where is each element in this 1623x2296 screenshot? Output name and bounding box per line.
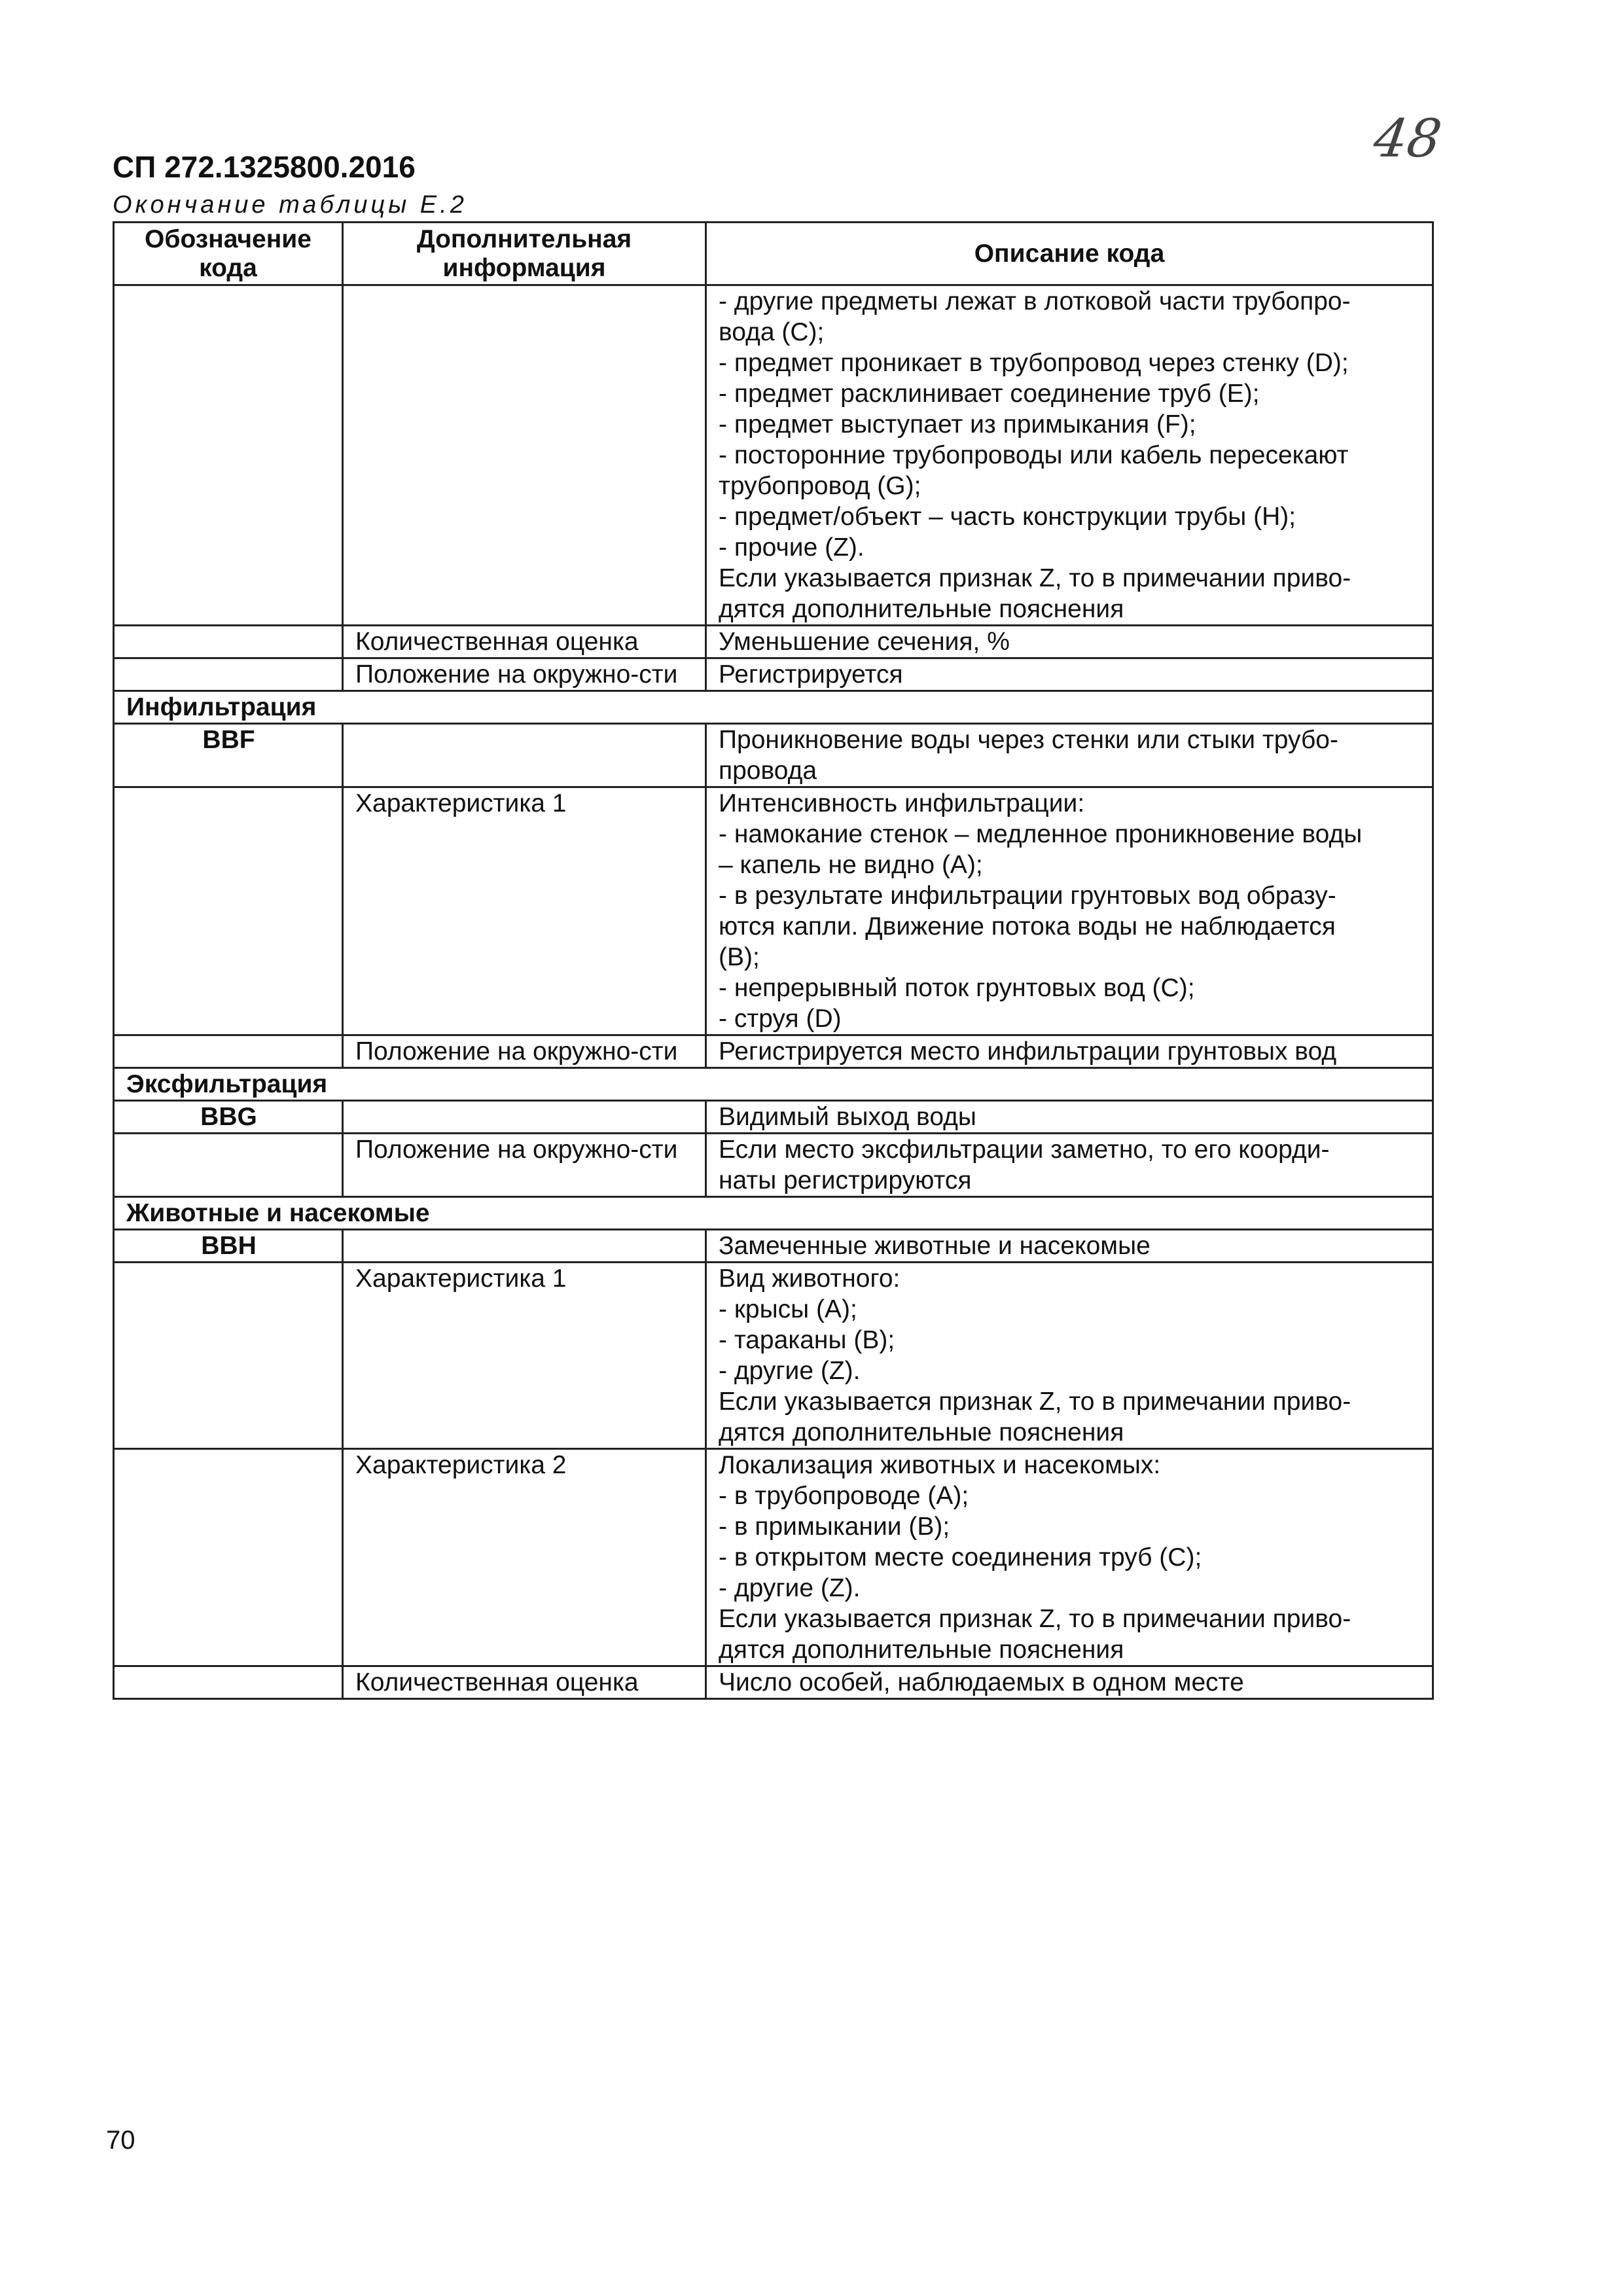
additional-info-cell: Положение на окружно-сти — [343, 658, 706, 691]
table-row — [114, 1035, 1433, 1068]
description-cell — [706, 285, 1433, 626]
description-line: - другие (Z). — [719, 1357, 861, 1385]
description-line: Если место эксфильтрации заметно, то его коорди- — [719, 1136, 1330, 1164]
additional-info-cell: Количественная оценка — [343, 626, 706, 658]
description-line: наты регистрируются — [719, 1166, 972, 1194]
description-line: ются капли. Движение потока воды не наблюдается — [719, 912, 1336, 941]
description-line: Локализация животных и насекомых: — [719, 1451, 1161, 1479]
group-title: Эксфильтрация — [114, 1068, 1433, 1101]
description-line: Уменьшение сечения, % — [719, 628, 1010, 656]
description-line: - струя (D) — [719, 1005, 842, 1033]
description-line: Число особей, наблюдаемых в одном месте — [719, 1668, 1244, 1696]
additional-info-cell — [343, 285, 706, 626]
description-cell — [706, 1230, 1433, 1263]
description-cell — [706, 1134, 1433, 1197]
description-line: дятся дополнительные пояснения — [719, 1636, 1124, 1664]
table-header-row — [114, 223, 1433, 285]
description-line: (B); — [719, 943, 760, 971]
table-row — [114, 1101, 1433, 1134]
group-header-row — [114, 1197, 1433, 1230]
page-number: 70 — [106, 2126, 135, 2155]
table-row — [114, 1666, 1433, 1699]
code-cell — [114, 285, 343, 626]
additional-info-cell: Положение на окружно-сти — [343, 1134, 706, 1197]
group-header-row — [114, 1068, 1433, 1101]
group-title: Инфильтрация — [114, 691, 1433, 724]
description-line: Регистрируется — [719, 660, 903, 689]
description-cell — [706, 1666, 1433, 1699]
group-header-row — [114, 691, 1433, 724]
description-cell — [706, 1449, 1433, 1666]
code-cell — [114, 1449, 343, 1666]
description-line: Если указывается признак Z, то в примечании приво- — [719, 564, 1351, 592]
description-cell — [706, 787, 1433, 1035]
description-line: - другие предметы лежат в лотковой части трубопро- — [719, 287, 1351, 315]
description-line: - в результате инфильтрации грунтовых вод образу- — [719, 882, 1336, 910]
description-line: - предмет/объект – часть конструкции трубы (H); — [719, 503, 1296, 531]
description-line: Регистрируется место инфильтрации грунтовых вод — [719, 1037, 1337, 1066]
table-row — [114, 724, 1433, 787]
column-header-additional-info: Дополнительная информация — [343, 223, 706, 285]
description-line: - намокание стенок – медленное проникновение воды — [719, 820, 1363, 848]
description-line: дятся дополнительные пояснения — [719, 1418, 1124, 1446]
additional-info-cell — [343, 1230, 706, 1263]
description-cell — [706, 658, 1433, 691]
group-title: Животные и насекомые — [114, 1197, 1433, 1230]
additional-info-cell: Характеристика 1 — [343, 1263, 706, 1449]
description-cell — [706, 724, 1433, 787]
description-line: - непрерывный поток грунтовых вод (C); — [719, 974, 1195, 1002]
additional-info-cell — [343, 1101, 706, 1134]
code-cell — [114, 1134, 343, 1197]
table-body — [114, 285, 1433, 1699]
description-line: провода — [719, 757, 817, 785]
description-line: Если указывается признак Z, то в примечании приво- — [719, 1605, 1351, 1633]
additional-info-cell: Характеристика 2 — [343, 1449, 706, 1666]
description-line: - крысы (A); — [719, 1295, 857, 1323]
description-line: Вид животного: — [719, 1265, 901, 1293]
description-line: дятся дополнительные пояснения — [719, 595, 1124, 623]
code-cell — [114, 787, 343, 1035]
code-cell — [114, 1035, 343, 1068]
code-cell: BBH — [114, 1230, 343, 1263]
description-line: вода (C); — [719, 318, 825, 346]
description-line: Интенсивность инфильтрации: — [719, 789, 1085, 817]
description-line: - посторонние трубопроводы или кабель пересекают — [719, 441, 1349, 469]
additional-info-cell — [343, 724, 706, 787]
description-line: – капель не видно (A); — [719, 851, 983, 879]
table-row — [114, 1134, 1433, 1197]
code-cell — [114, 626, 343, 658]
description-line: Если указывается признак Z, то в примечании приво- — [719, 1388, 1351, 1416]
table-row — [114, 658, 1433, 691]
description-line: Замеченные животные и насекомые — [719, 1232, 1150, 1260]
codes-table — [113, 221, 1434, 1700]
description-line: трубопровод (G); — [719, 472, 921, 500]
description-line: - предмет проникает в трубопровод через стенку (D); — [719, 349, 1349, 377]
description-line: - другие (Z). — [719, 1574, 861, 1602]
description-line: - в открытом месте соединения труб (C); — [719, 1543, 1202, 1571]
handwritten-page-mark: 48 — [1370, 108, 1446, 169]
description-line: - предмет выступает из примыкания (F); — [719, 410, 1196, 439]
table-row — [114, 1263, 1433, 1449]
description-cell — [706, 626, 1433, 658]
additional-info-cell: Положение на окружно-сти — [343, 1035, 706, 1068]
table-row — [114, 285, 1433, 626]
description-line: - предмет расклинивает соединение труб (E); — [719, 380, 1260, 408]
table-row — [114, 626, 1433, 658]
description-cell — [706, 1263, 1433, 1449]
code-cell: BBG — [114, 1101, 343, 1134]
description-line: - в трубопроводе (A); — [719, 1482, 969, 1510]
code-cell: BBF — [114, 724, 343, 787]
code-cell — [114, 1263, 343, 1449]
description-line: Проникновение воды через стенки или стыки трубо- — [719, 726, 1338, 754]
document-code: СП 272.1325800.2016 — [113, 150, 416, 184]
table-row — [114, 1230, 1433, 1263]
description-line: - в примыкании (B); — [719, 1513, 950, 1541]
code-cell — [114, 658, 343, 691]
column-header-code: Обозначение кода — [114, 223, 343, 285]
description-line: Видимый выход воды — [719, 1103, 976, 1131]
description-cell — [706, 1101, 1433, 1134]
code-cell — [114, 1666, 343, 1699]
table-row — [114, 787, 1433, 1035]
table-row — [114, 1449, 1433, 1666]
additional-info-cell: Характеристика 1 — [343, 787, 706, 1035]
description-cell — [706, 1035, 1433, 1068]
additional-info-cell: Количественная оценка — [343, 1666, 706, 1699]
column-header-description: Описание кода — [706, 223, 1433, 285]
description-line: - тараканы (B); — [719, 1326, 895, 1354]
description-line: - прочие (Z). — [719, 533, 865, 562]
table-caption: Окончание таблицы Е.2 — [113, 191, 467, 219]
